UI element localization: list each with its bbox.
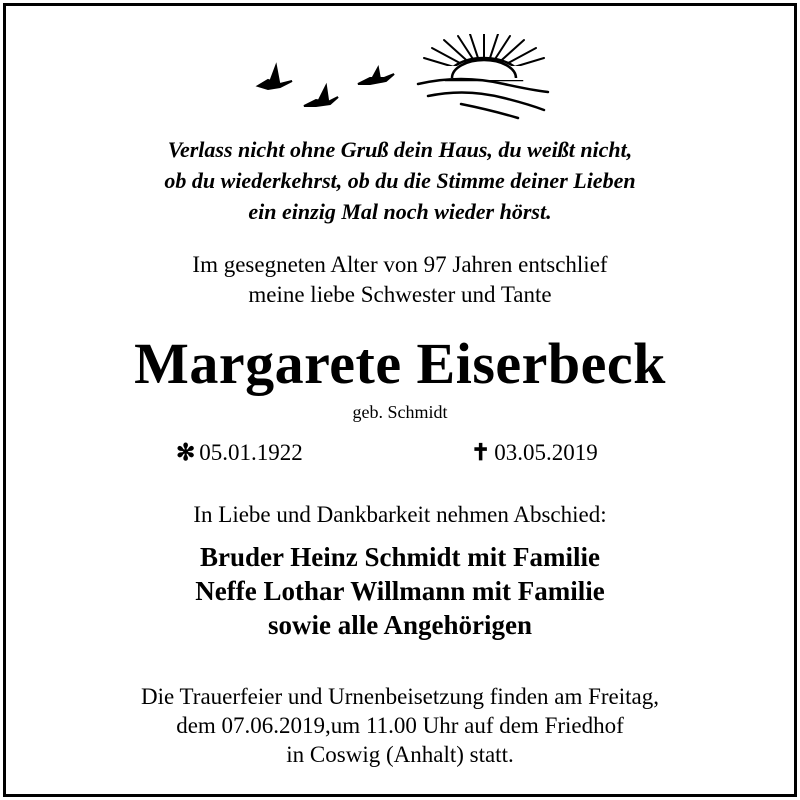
death-announcement xyxy=(6,250,794,310)
death-date: 03.05.2019 xyxy=(494,440,598,465)
maiden-name: geb. Schmidt xyxy=(352,402,448,422)
announcement-line: Im gesegneten Alter von 97 Jahren entschlief xyxy=(192,252,608,277)
hills-icon xyxy=(418,79,548,118)
birth-date: 05.01.1922 xyxy=(199,440,303,465)
funeral-service-info xyxy=(6,682,794,769)
death-date-group xyxy=(471,438,598,468)
quote-line: Verlass nicht ohne Gruß dein Haus, du weißt nicht, xyxy=(167,137,633,162)
birth-star-icon: ✻ xyxy=(176,440,196,465)
death-cross-icon: ✝ xyxy=(471,440,491,465)
obituary-notice xyxy=(3,3,797,797)
flying-birds-icon xyxy=(258,66,394,106)
service-line: dem 07.06.2019,um 11.00 Uhr auf dem Friedhof xyxy=(176,713,624,738)
quote-line: ob du wiederkehrst, ob du die Stimme deiner Lieben xyxy=(164,168,636,193)
service-line: in Coswig (Anhalt) statt. xyxy=(286,742,514,767)
farewell-text: In Liebe und Dankbarkeit nehmen Abschied: xyxy=(193,502,607,527)
service-line: Die Trauerfeier und Urnenbeisetzung finden am Freitag, xyxy=(141,684,659,709)
memorial-quote xyxy=(6,134,794,227)
quote-line: ein einzig Mal noch wieder hörst. xyxy=(248,199,552,224)
deceased-name: Margarete Eiserbeck xyxy=(134,331,666,396)
announcement-line: meine liebe Schwester und Tante xyxy=(248,282,552,307)
birds-and-sunrise-icon xyxy=(246,34,556,120)
mourner-entry: sowie alle Angehörigen xyxy=(268,610,532,640)
life-dates xyxy=(6,438,794,468)
birth-date-group xyxy=(176,438,303,468)
mourner-entry: Bruder Heinz Schmidt mit Familie xyxy=(200,542,600,572)
mourner-entry: Neffe Lothar Willmann mit Familie xyxy=(195,576,605,606)
mourners-list xyxy=(6,540,794,642)
